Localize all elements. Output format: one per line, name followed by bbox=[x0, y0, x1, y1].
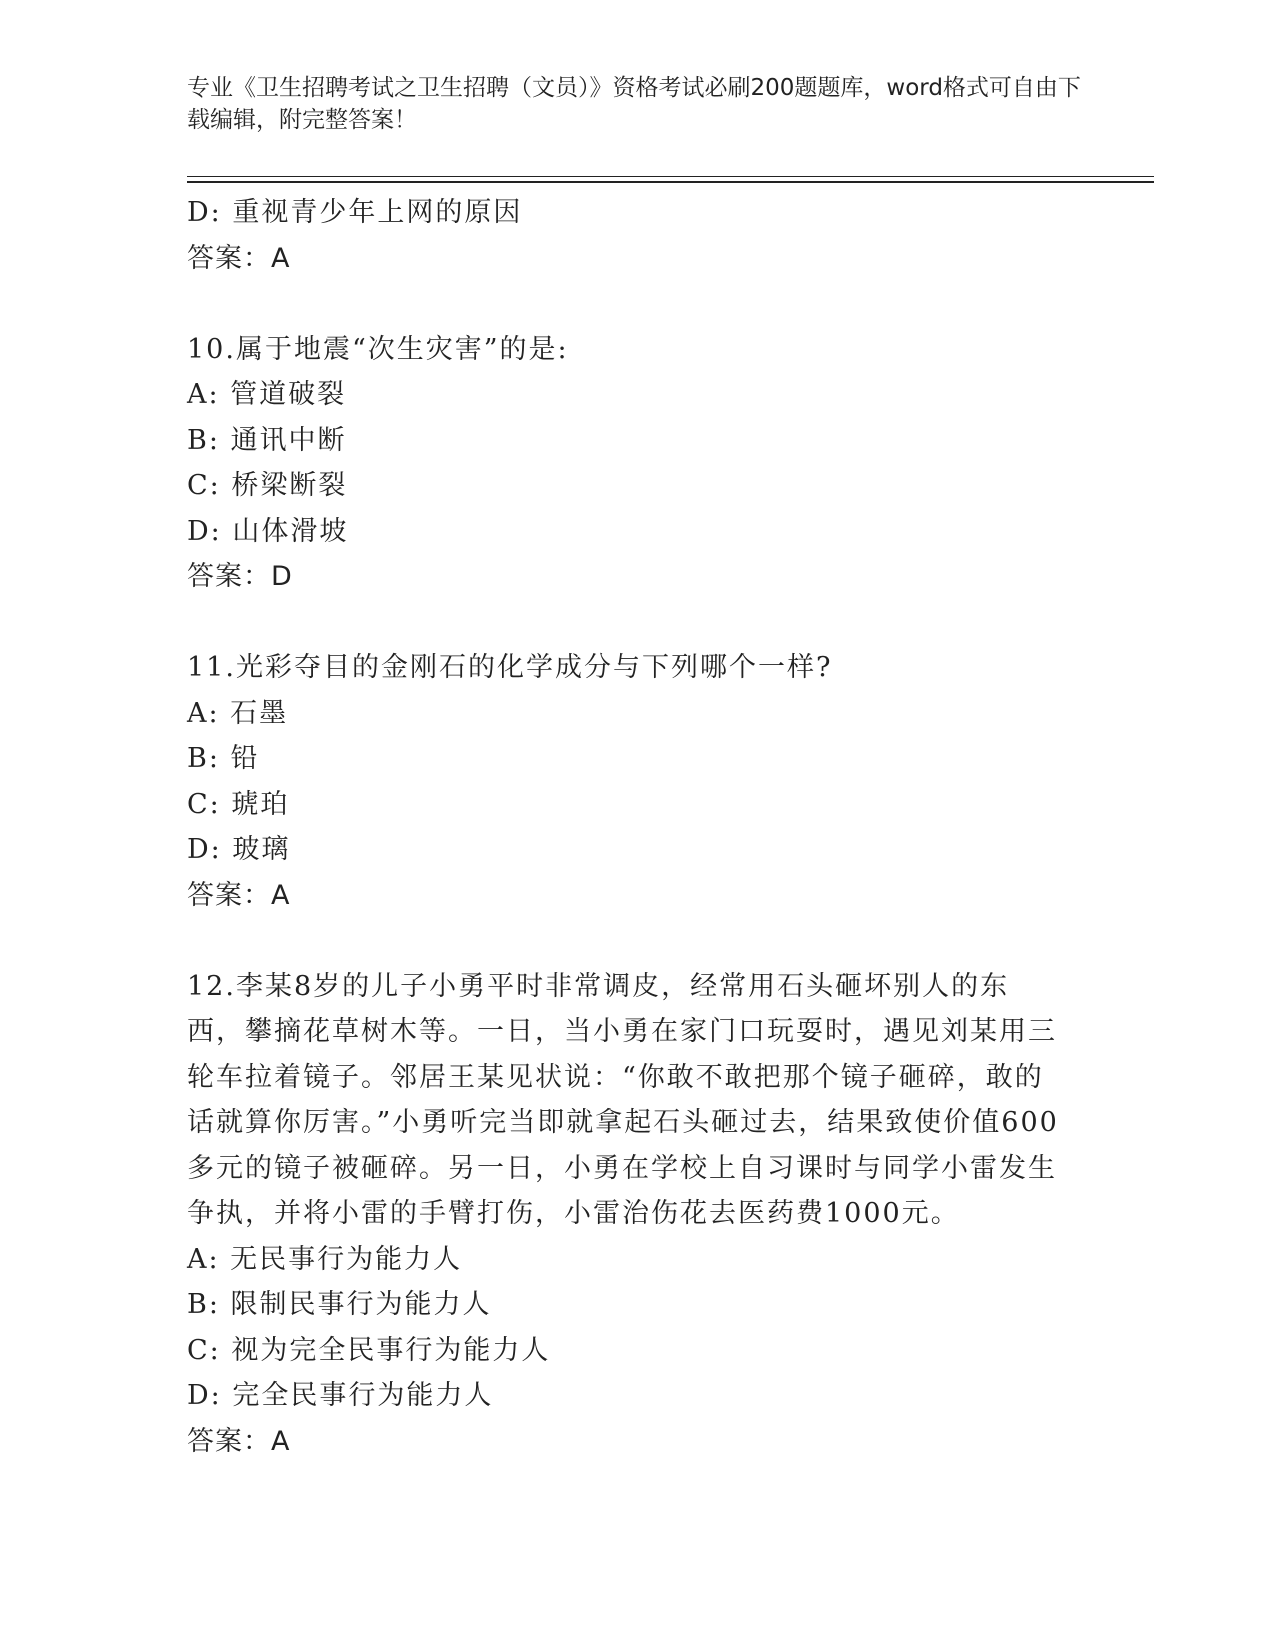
question-stem: 12.李某8岁的儿子小勇平时非常调皮，经常用石头砸坏别人的东西，攀摘花草树木等。一日，当小勇在家门口玩耍时，遇见刘某用三轮车拉着镜子。邻居王某见状说：“你敢不敢把那个镜子砸碎，敢的话就算你厉害。”小勇听完当即就拿起石头砸过去，结果致使价值600多元的镜子被砸碎。另一日，小勇在学校上自习课时与同学小雷发生争执，并将小雷的手臂打伤，小雷治伤花去医药费1000元。 bbox=[187, 970, 1059, 1229]
question-stem: 11.光彩夺目的金刚石的化学成分与下列哪个一样? bbox=[187, 652, 833, 683]
option-b: B: 通讯中断 bbox=[187, 424, 347, 456]
header-rule-thick bbox=[187, 181, 1154, 183]
option-b: B: 铅 bbox=[187, 743, 260, 774]
option-a: A: 石墨 bbox=[187, 697, 289, 729]
question-block-11 bbox=[187, 645, 1087, 918]
option-c: C: 琥珀 bbox=[187, 788, 290, 820]
answer-line: 答案：A bbox=[187, 242, 291, 274]
answer-line: 答案：A bbox=[187, 1425, 291, 1457]
option-d: D: 山体滑坡 bbox=[187, 515, 349, 547]
option-d: D: 完全民事行为能力人 bbox=[187, 1380, 494, 1411]
option-a: A: 无民事行为能力人 bbox=[187, 1243, 463, 1275]
question-list bbox=[187, 190, 1087, 1464]
question-block-12 bbox=[187, 964, 1087, 1465]
question-block-10 bbox=[187, 327, 1087, 600]
answer-line: 答案：A bbox=[187, 879, 291, 911]
answer-line: 答案：D bbox=[187, 561, 293, 592]
option-c: C: 视为完全民事行为能力人 bbox=[187, 1334, 551, 1366]
question-block-prev bbox=[187, 190, 1087, 281]
document-header: 专业《卫生招聘考试之卫生招聘（文员）》资格考试必刷200题题库，word格式可自由下载编辑，附完整答案！ bbox=[187, 75, 1081, 133]
question-stem: 10.属于地震“次生灾害”的是: bbox=[187, 333, 569, 365]
option-d: D: 重视青少年上网的原因 bbox=[187, 197, 523, 228]
option-b: B: 限制民事行为能力人 bbox=[187, 1289, 492, 1320]
option-a: A: 管道破裂 bbox=[187, 379, 347, 410]
option-c: C: 桥梁断裂 bbox=[187, 470, 348, 501]
option-d: D: 玻璃 bbox=[187, 834, 291, 865]
header-rule-thin bbox=[187, 176, 1154, 177]
